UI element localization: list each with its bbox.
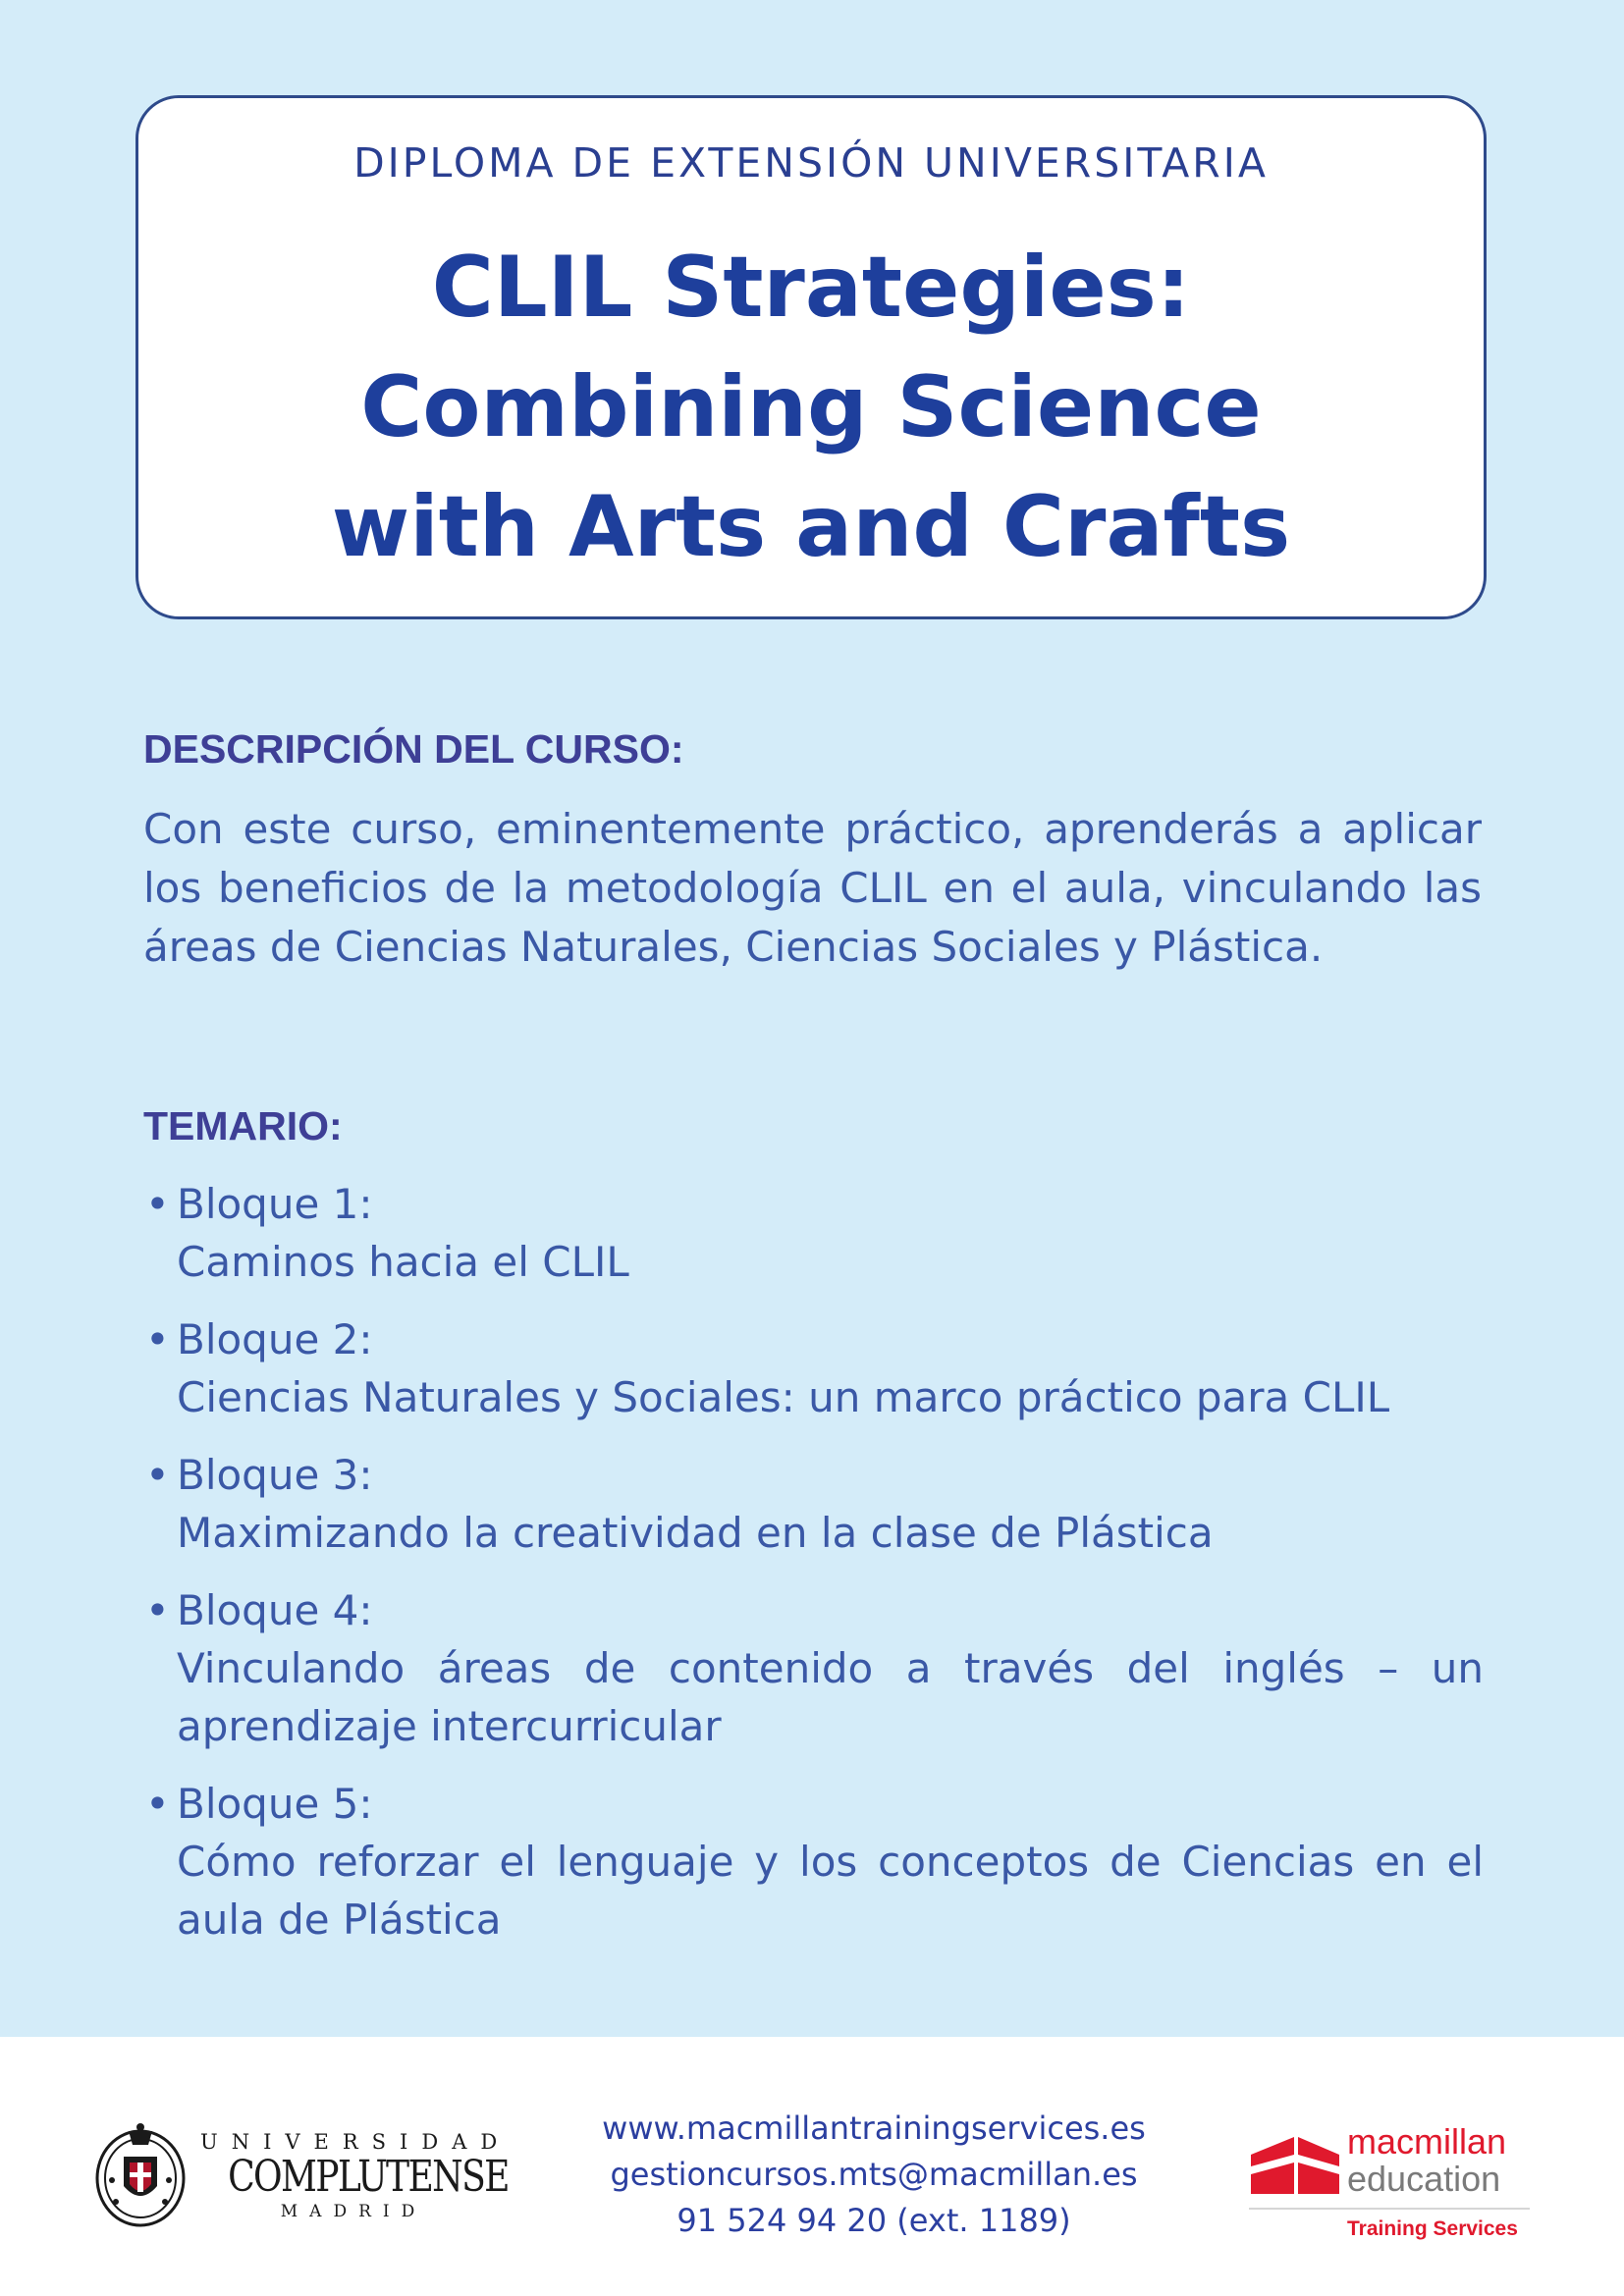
block-description: Ciencias Naturales y Sociales: un marco práctico para CLIL (177, 1373, 1390, 1421)
block-description: Maximizando la creatividad en la clase de Plástica (177, 1509, 1214, 1557)
ucm-wordmark (200, 2121, 512, 2223)
syllabus-item (143, 1446, 1484, 1562)
ucm-top-text: UNIVERSIDAD (200, 2130, 512, 2154)
bullet: • (145, 1180, 170, 1228)
macmillan-logo (1249, 2121, 1553, 2245)
ucm-main-text: COMPLUTENSE (228, 2152, 509, 2202)
macmillan-m-logo-icon (1249, 2133, 1341, 2196)
macmillan-name: macmillan (1347, 2121, 1507, 2162)
training-services-label: Training Services (1347, 2217, 1518, 2240)
block-title: Bloque 5: (177, 1780, 373, 1828)
bullet: • (145, 1586, 170, 1634)
contact-info (550, 2106, 1198, 2244)
block-description: Caminos hacia el CLIL (177, 1238, 629, 1286)
phone-number: 91 524 94 20 (ext. 1189) (677, 2202, 1071, 2239)
description-heading: DESCRIPCIÓN DEL CURSO: (143, 726, 684, 772)
course-title-line-3: with Arts and Crafts (331, 478, 1291, 576)
ucm-bottom-text: MADRID (280, 2202, 427, 2221)
description-text: Con este curso, eminentemente práctico, aprenderás a aplicar los beneficios de la metodología CLIL en el aula, vinculando las áreas de Ciencias Naturales, Ciencias Sociales y Plástica. (143, 805, 1482, 971)
divider (1249, 2208, 1530, 2210)
diploma-label: DIPLOMA DE EXTENSIÓN UNIVERSITARIA (353, 139, 1269, 187)
syllabus-item (143, 1775, 1484, 1949)
title-box (135, 95, 1487, 619)
block-title: Bloque 4: (177, 1586, 373, 1634)
ucm-logo (94, 2121, 512, 2229)
website-link[interactable]: www.macmillantrainingservices.es (602, 2109, 1146, 2147)
block-description: Vinculando áreas de contenido a través del inglés – un aprendizaje intercurricular (177, 1644, 1484, 1750)
bullet: • (145, 1451, 170, 1499)
footer (0, 2037, 1624, 2296)
syllabus-item (143, 1175, 1484, 1291)
macmillan-sub: education (1347, 2159, 1501, 2199)
course-title-line-1: CLIL Strategies: (431, 239, 1191, 337)
syllabus-list (143, 1175, 1484, 1968)
university-seal-icon (94, 2121, 187, 2229)
syllabus-heading: TEMARIO: (143, 1103, 343, 1148)
syllabus-item (143, 1581, 1484, 1755)
block-description: Cómo reforzar el lenguaje y los conceptos de Ciencias en el aula de Plástica (177, 1838, 1484, 1944)
block-title: Bloque 2: (177, 1315, 373, 1363)
block-title: Bloque 3: (177, 1451, 373, 1499)
email-link[interactable]: gestioncursos.mts@macmillan.es (610, 2156, 1138, 2193)
course-title (138, 228, 1484, 587)
course-title-line-2: Combining Science (360, 358, 1262, 456)
bullet: • (145, 1780, 170, 1828)
syllabus-item (143, 1310, 1484, 1426)
block-title: Bloque 1: (177, 1180, 373, 1228)
bullet: • (145, 1315, 170, 1363)
